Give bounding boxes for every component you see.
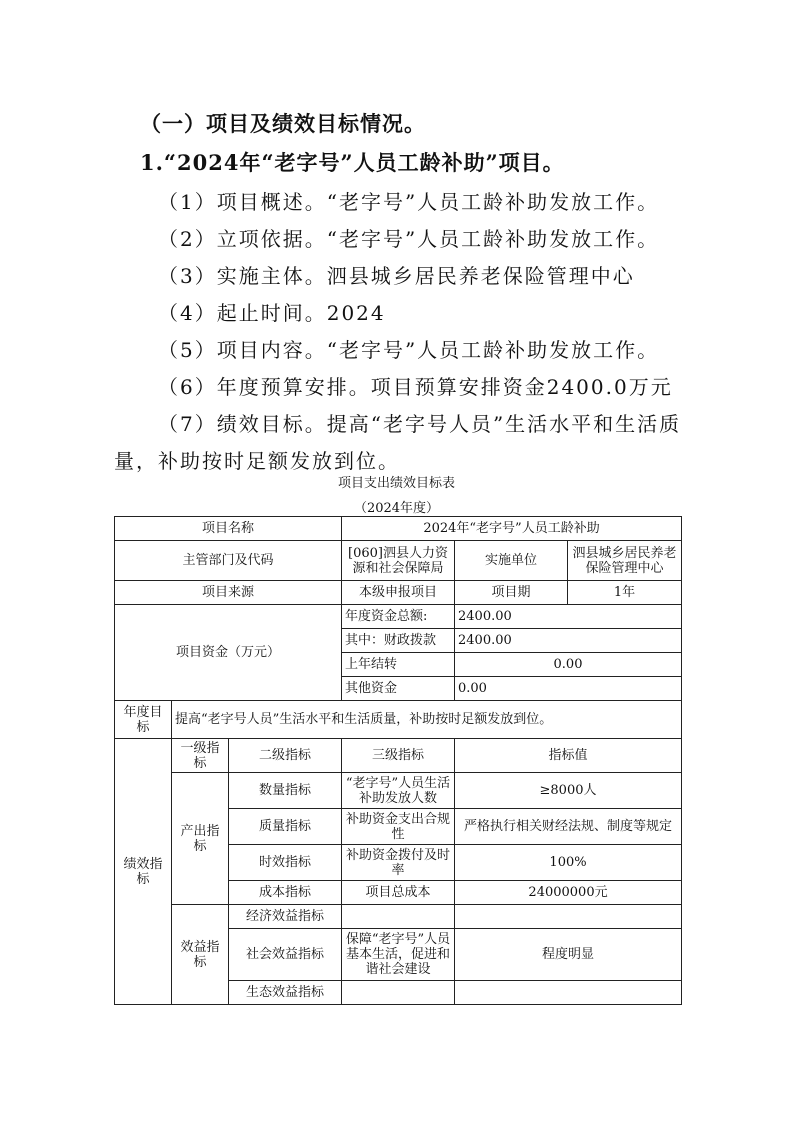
col-level1: 一级指标 bbox=[172, 739, 229, 773]
benefit-l3 bbox=[342, 905, 455, 929]
output-value: 严格执行相关财经法规、制度等规定 bbox=[455, 809, 682, 845]
table-row bbox=[115, 541, 682, 581]
annual-goal-value: 提高“老字号人员”生活水平和生活质量，补助按时足额发放到位。 bbox=[172, 701, 682, 739]
project-heading: 1.“2024年“老字号”人员工龄补助”项目。 bbox=[140, 150, 565, 175]
impl-label: 实施单位 bbox=[455, 541, 568, 581]
table-year: （2024年度） bbox=[353, 501, 440, 516]
output-value: 24000000元 bbox=[455, 881, 682, 905]
output-value: ≥8000人 bbox=[455, 773, 682, 809]
period-value: 1年 bbox=[568, 581, 682, 605]
output-l3: 项目总成本 bbox=[342, 881, 455, 905]
section-heading: （一）项目及绩效目标情况。 bbox=[140, 111, 426, 136]
project-name-value: 2024年“老字号”人员工龄补助 bbox=[342, 517, 682, 541]
table-row bbox=[115, 739, 682, 773]
output-value: 100% bbox=[455, 845, 682, 881]
paragraph-subject: （3）实施主体。泗县城乡居民养老保险管理中心 bbox=[158, 264, 635, 288]
table-row bbox=[115, 581, 682, 605]
paragraph-goal-continued: 量，补助按时足额发放到位。 bbox=[114, 449, 400, 473]
benefit-l3 bbox=[342, 981, 455, 1005]
paragraph-period: （4）起止时间。2024 bbox=[158, 301, 386, 325]
period-label: 项目期 bbox=[455, 581, 568, 605]
paragraph-budget: （6）年度预算安排。项目预算安排资金2400.0万元 bbox=[158, 375, 673, 399]
output-l2: 数量指标 bbox=[229, 773, 342, 809]
indicators-label: 绩效指标 bbox=[115, 739, 172, 1005]
benefit-value bbox=[455, 981, 682, 1005]
table-row bbox=[115, 701, 682, 739]
funds-fiscal-label: 其中：财政拨款 bbox=[342, 629, 455, 653]
funds-fiscal-value: 2400.00 bbox=[455, 629, 682, 653]
output-l3: 补助资金支出合规性 bbox=[342, 809, 455, 845]
benefit-value: 程度明显 bbox=[455, 929, 682, 981]
annual-goal-label: 年度目标 bbox=[115, 701, 172, 739]
paragraph-content: （5）项目内容。“老字号”人员工龄补助发放工作。 bbox=[158, 338, 660, 362]
source-label: 项目来源 bbox=[115, 581, 342, 605]
col-level2: 二级指标 bbox=[229, 739, 342, 773]
funds-label: 项目资金（万元） bbox=[115, 605, 342, 701]
output-l3: 补助资金拨付及时率 bbox=[342, 845, 455, 881]
funds-other-value: 0.00 bbox=[455, 677, 682, 701]
table-title: 项目支出绩效目标表 bbox=[337, 476, 455, 491]
funds-other-label: 其他资金 bbox=[342, 677, 455, 701]
benefit-value bbox=[455, 905, 682, 929]
output-l3: “老字号”人员生活补助发放人数 bbox=[342, 773, 455, 809]
dept-label: 主管部门及代码 bbox=[115, 541, 342, 581]
source-value: 本级申报项目 bbox=[342, 581, 455, 605]
output-l2: 成本指标 bbox=[229, 881, 342, 905]
col-level3: 三级指标 bbox=[342, 739, 455, 773]
project-name-label: 项目名称 bbox=[115, 517, 342, 541]
funds-carryover-label: 上年结转 bbox=[342, 653, 455, 677]
paragraph-goal: （7）绩效目标。提高“老字号人员”生活水平和生活质 bbox=[158, 412, 682, 436]
col-value: 指标值 bbox=[455, 739, 682, 773]
output-l2: 时效指标 bbox=[229, 845, 342, 881]
table-row bbox=[115, 773, 682, 809]
output-label: 产出指标 bbox=[172, 773, 229, 905]
dept-value: [060]泗县人力资源和社会保障局 bbox=[342, 541, 455, 581]
output-l2: 质量指标 bbox=[229, 809, 342, 845]
table-row bbox=[115, 605, 682, 629]
impl-value: 泗县城乡居民养老保险管理中心 bbox=[568, 541, 682, 581]
benefit-label: 效益指标 bbox=[172, 905, 229, 1005]
paragraph-basis: （2）立项依据。“老字号”人员工龄补助发放工作。 bbox=[158, 227, 660, 251]
benefit-l3: 保障“老字号”人员基本生活，促进和谐社会建设 bbox=[342, 929, 455, 981]
benefit-l2: 生态效益指标 bbox=[229, 981, 342, 1005]
performance-target-table bbox=[114, 516, 682, 1005]
table-row bbox=[115, 905, 682, 929]
benefit-l2: 经济效益指标 bbox=[229, 905, 342, 929]
funds-total-label: 年度资金总额: bbox=[342, 605, 455, 629]
benefit-l2: 社会效益指标 bbox=[229, 929, 342, 981]
paragraph-overview: （1）项目概述。“老字号”人员工龄补助发放工作。 bbox=[158, 190, 660, 214]
funds-total-value: 2400.00 bbox=[455, 605, 682, 629]
funds-carryover-value: 0.00 bbox=[455, 653, 682, 677]
table-row bbox=[115, 517, 682, 541]
